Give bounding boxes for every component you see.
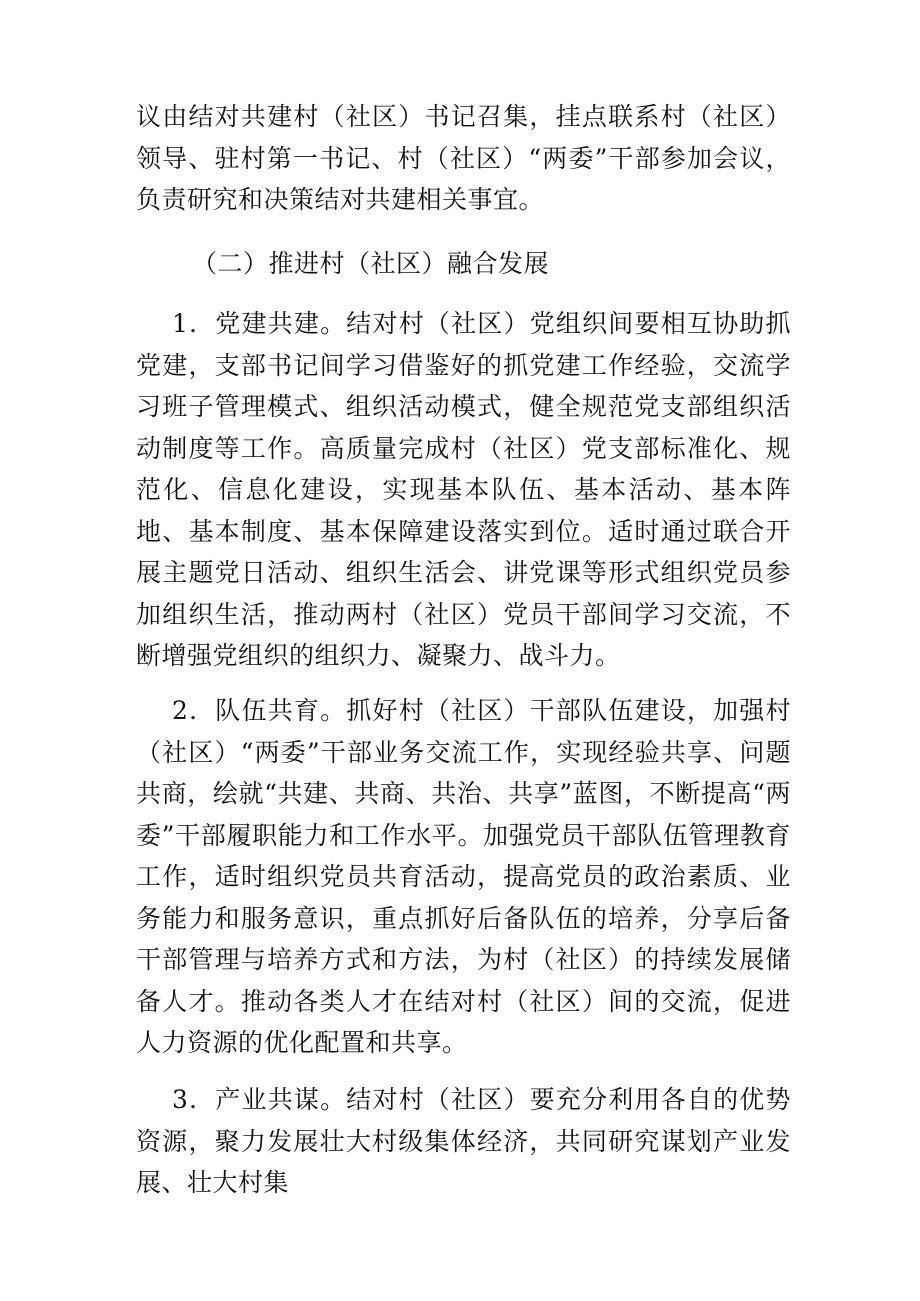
continued-paragraph: 议由结对共建村（社区）书记召集，挂点联系村（社区）领导、驻村第一书记、村（社区）“两委”干部参加会议，负责研究和决策结对共建相关事宜。	[136, 102, 791, 214]
item-2-team-building: 2．队伍共育。抓好村（社区）干部队伍建设，加强村（社区）“两委”干部业务交流工作，实现经验共享、问题共商，绘就“共建、共商、共治、共享”蓝图，不断提高“两委”干部履职能力和工作水平。加强党员干部队伍管理教育工作，适时组织党员共育活动，提高党员的政治素质、业务能力和服务意识，重点抓好后备队伍的培养，分享后备干部管理与培养方式和方法，为村（社区）的持续发展储备人才。推动各类人才在结对村（社区）间的交流，促进人力资源的优化配置和共享。	[136, 696, 791, 1057]
section-heading: （二）推进村（社区）融合发展	[192, 249, 550, 278]
item-3-industry-planning: 3．产业共谋。结对村（社区）要充分利用各自的优势资源，聚力发展壮大村级集体经济，共同研究谋划产业发展、壮大村集	[136, 1085, 791, 1197]
item-1-party-building: 1．党建共建。结对村（社区）党组织间要相互协助抓党建，支部书记间学习借鉴好的抓党建工作经验，交流学习班子管理模式、组织活动模式，健全规范党支部组织活动制度等工作。高质量完成村（社区）党支部标准化、规范化、信息化建设，实现基本队伍、基本活动、基本阵地、基本制度、基本保障建设落实到位。适时通过联合开展主题党日活动、组织生活会、讲党课等形式组织党员参加组织生活，推动两村（社区）党员干部间学习交流，不断增强党组织的组织力、凝聚力、战斗力。	[136, 309, 791, 670]
